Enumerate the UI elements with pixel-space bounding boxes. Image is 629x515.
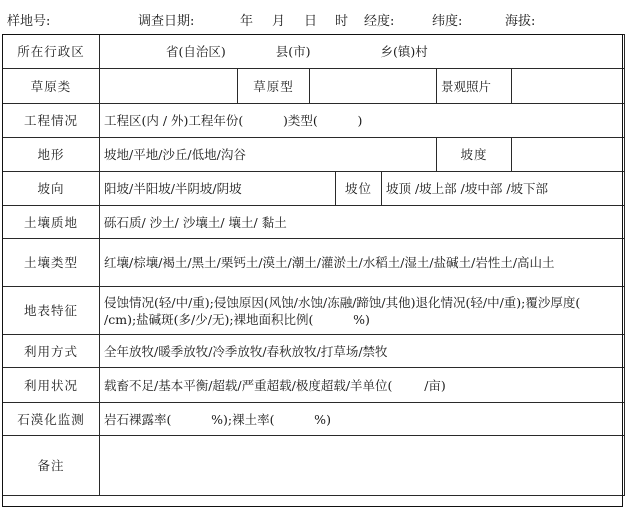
use-mode-field[interactable]: 全年放牧/暖季放牧/冷季放牧/春秋放牧/打草场/禁牧	[100, 335, 625, 368]
row-use-mode	[3, 335, 625, 368]
row-admin	[3, 35, 625, 69]
latitude-label: 纬度:	[432, 14, 463, 29]
altitude-label: 海拔:	[505, 14, 536, 29]
county-label: 县(市)	[275, 44, 311, 59]
aspect-label: 坡向	[3, 172, 100, 206]
row-notes	[3, 436, 625, 496]
row-project	[3, 104, 625, 138]
soil-type-label: 土壤类型	[3, 239, 100, 287]
row-surface	[3, 287, 625, 335]
row-soil-texture	[3, 206, 625, 239]
township-label: 乡(镇)村	[380, 44, 428, 59]
year-label: 年	[240, 14, 254, 29]
surface-field[interactable]: 侵蚀情况(轻/中/重);侵蚀原因(风蚀/水蚀/冻融/蹄蚀/其他)退化情况(轻/中/重);覆沙厚度( /cm);盐碱斑(多/少/无);裸地面积比例( %)	[100, 287, 625, 335]
use-mode-label: 利用方式	[3, 335, 100, 368]
admin-label: 所在行政区	[3, 35, 100, 69]
survey-form-table	[2, 34, 625, 496]
day-label: 日	[304, 14, 318, 29]
project-field[interactable]: 工程区(内 / 外)工程年份( )类型( )	[100, 104, 625, 138]
slope-position-label: 坡位	[336, 172, 382, 206]
notes-label: 备注	[3, 436, 100, 496]
slope-field[interactable]	[512, 138, 625, 172]
row-use-status	[3, 368, 625, 403]
landscape-photo-field[interactable]	[512, 69, 625, 104]
use-status-field[interactable]: 载畜不足/基本平衡/超载/严重超载/极度超载/羊单位( /亩)	[100, 368, 625, 403]
notes-field[interactable]	[100, 436, 625, 496]
row-terrain	[3, 138, 625, 172]
form-header	[0, 0, 629, 34]
project-label: 工程情况	[3, 104, 100, 138]
row-grassland-class	[3, 69, 625, 104]
longitude-label: 经度:	[364, 14, 395, 29]
landscape-photo-label: 景观照片	[437, 69, 512, 104]
use-status-label: 利用状况	[3, 368, 100, 403]
desertification-label: 石漠化监测	[3, 403, 100, 436]
survey-date-label: 调查日期:	[138, 14, 195, 29]
soil-type-field[interactable]: 红壤/棕壤/褐土/黑土/栗钙土/漠土/潮土/灌淤土/水稻土/湿土/盐碱土/岩性土/高山土	[100, 239, 625, 287]
month-label: 月	[272, 14, 286, 29]
slope-position-field[interactable]: 坡顶 /坡上部 /坡中部 /坡下部	[382, 172, 625, 206]
row-aspect	[3, 172, 625, 206]
surface-label: 地表特征	[3, 287, 100, 335]
grassland-class-label: 草原类	[3, 69, 100, 104]
soil-texture-field[interactable]: 砾石质/ 沙土/ 沙壤土/ 壤土/ 黏土	[100, 206, 625, 239]
grassland-type-label: 草原型	[238, 69, 310, 104]
slope-label: 坡度	[437, 138, 512, 172]
admin-field[interactable]	[100, 35, 625, 69]
terrain-field[interactable]: 坡地/平地/沙丘/低地/沟谷	[100, 138, 437, 172]
grassland-type-field[interactable]	[310, 69, 437, 104]
grassland-class-field[interactable]	[100, 69, 238, 104]
hour-label: 时	[335, 14, 349, 29]
terrain-label: 地形	[3, 138, 100, 172]
sample-no-label: 样地号:	[7, 14, 51, 29]
row-desertification	[3, 403, 625, 436]
desertification-field[interactable]: 岩石裸露率( %);裸土率( %)	[100, 403, 625, 436]
soil-texture-label: 土壤质地	[3, 206, 100, 239]
aspect-field[interactable]: 阳坡/半阳坡/半阴坡/阴坡	[100, 172, 336, 206]
province-label: 省(自治区)	[166, 44, 226, 59]
row-soil-type	[3, 239, 625, 287]
